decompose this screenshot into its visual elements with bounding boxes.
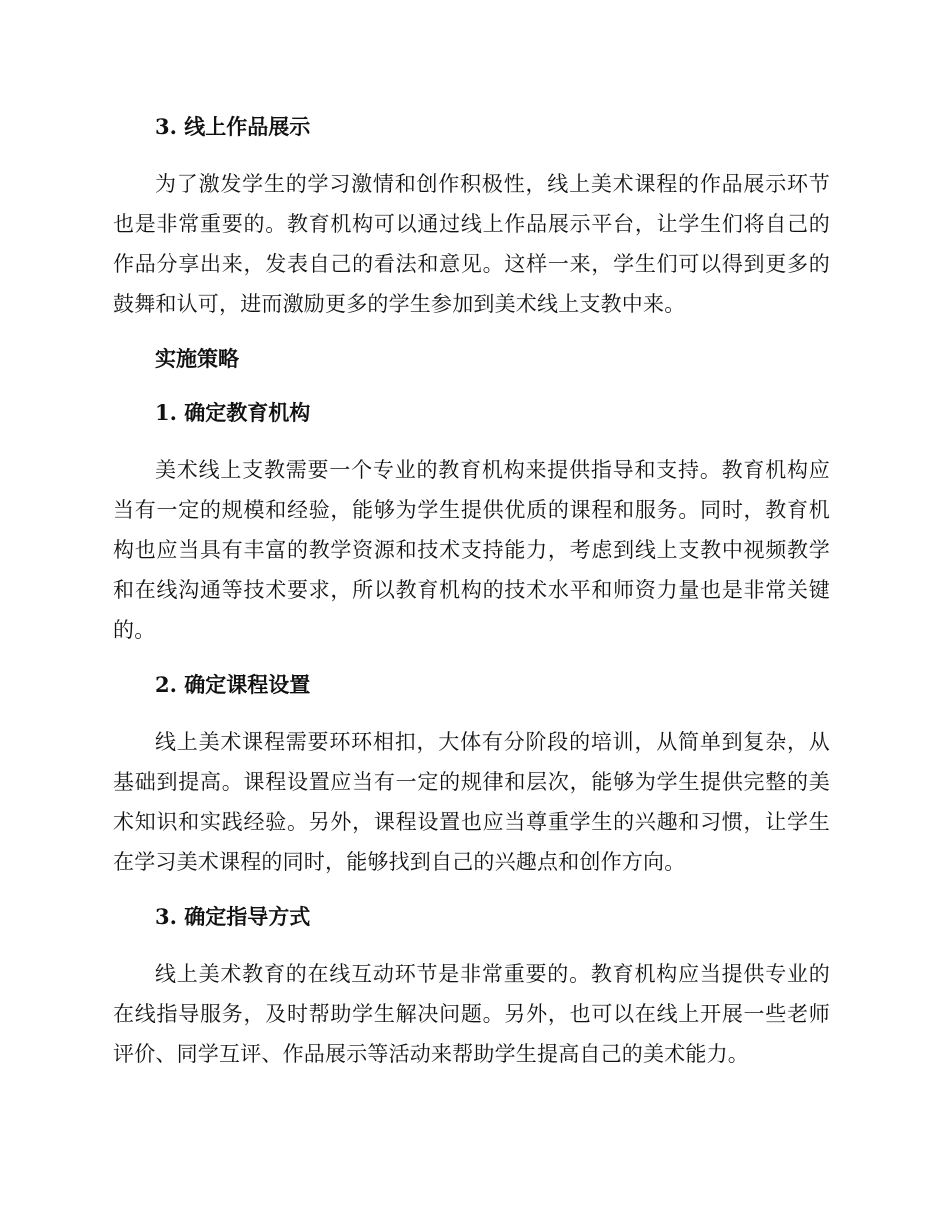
section-paragraph-guidance: 线上美术教育的在线互动环节是非常重要的。教育机构应当提供专业的在线指导服务，及时帮助学生解决问题。另外，也可以在线上开展一些老师评价、同学互评、作品展示等活动来帮助学生提高自己的美术能力。 xyxy=(113,962,830,1066)
section-paragraph-curriculum: 线上美术课程需要环环相扣，大体有分阶段的培训，从简单到复杂，从基础到提高。课程设置应当有一定的规律和层次，能够为学生提供完整的美术知识和实践经验。另外，课程设置也应当尊重学生的兴趣和习惯，让学生在学习美术课程的同时，能够找到自己的兴趣点和创作方向。 xyxy=(113,730,830,874)
section-heading-online-showcase: 3. 线上作品展示 xyxy=(155,114,311,139)
section-heading-curriculum: 2. 确定课程设置 xyxy=(155,672,311,697)
section-paragraph-online-showcase: 为了激发学生的学习激情和创作积极性，线上美术课程的作品展示环节也是非常重要的。教育机构可以通过线上作品展示平台，让学生们将自己的作品分享出来，发表自己的看法和意见。这样一来，学生们可以得到更多的鼓舞和认可，进而激励更多的学生参加到美术线上支教中来。 xyxy=(113,172,830,316)
section-heading-guidance: 3. 确定指导方式 xyxy=(155,904,311,929)
section-heading-implementation: 实施策略 xyxy=(155,346,239,371)
document-body xyxy=(113,110,830,1074)
section-heading-institution: 1. 确定教育机构 xyxy=(155,400,311,425)
section-paragraph-institution: 美术线上支教需要一个专业的教育机构来提供指导和支持。教育机构应当有一定的规模和经验，能够为学生提供优质的课程和服务。同时，教育机构也应当具有丰富的教学资源和技术支持能力，考虑到线上支教中视频教学和在线沟通等技术要求，所以教育机构的技术水平和师资力量也是非常关键的。 xyxy=(113,458,830,642)
